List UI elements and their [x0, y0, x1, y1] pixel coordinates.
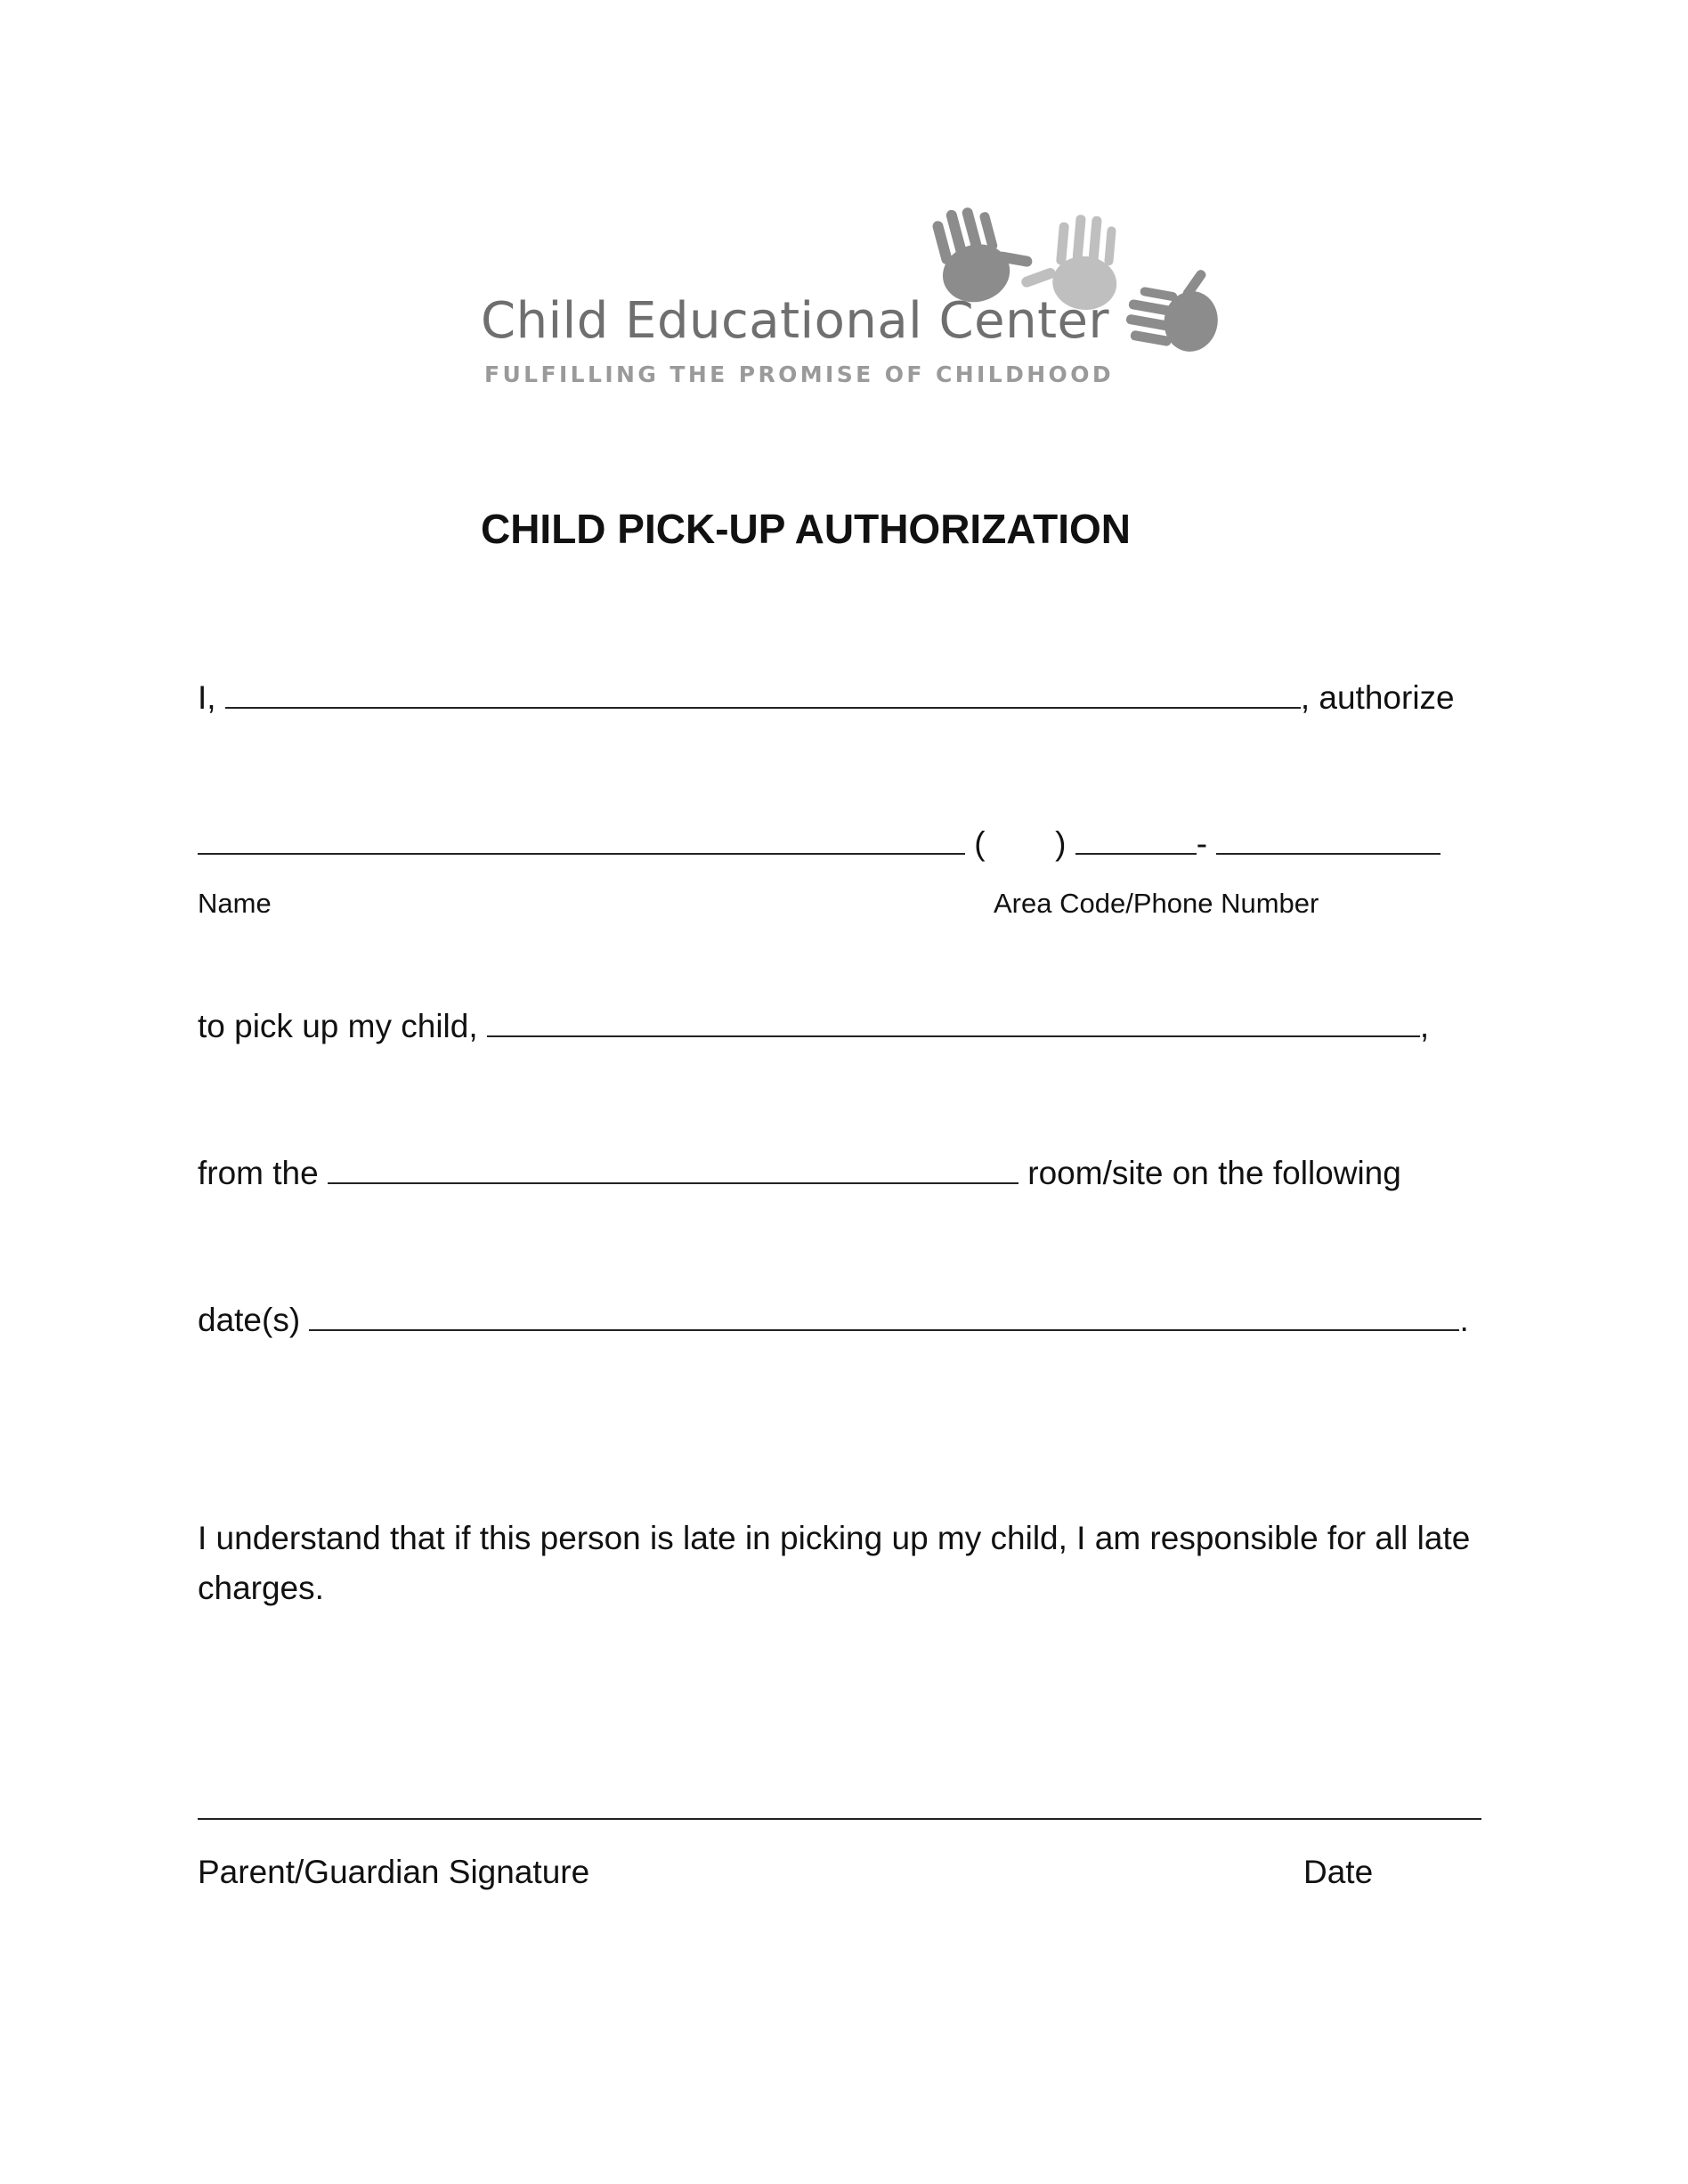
child-name-field[interactable] — [487, 1009, 1420, 1037]
dates-line — [198, 1302, 1469, 1339]
form-title: CHILD PICK-UP AUTHORIZATION — [480, 506, 1131, 552]
signature-label: Parent/Guardian Signature — [198, 1854, 590, 1890]
signature-field[interactable] — [198, 1818, 1481, 1820]
dates-suffix: . — [1459, 1302, 1469, 1338]
child-prefix: to pick up my child, — [198, 1008, 478, 1044]
logo-tagline: FULFILLING THE PROMISE OF CHILDHOOD — [484, 361, 1115, 387]
phone-label: Area Code/Phone Number — [994, 888, 1319, 919]
authorizer-prefix: I, — [198, 679, 216, 716]
late-charges-statement: I understand that if this person is late in picking up my child, I am responsible for all late charges. — [198, 1520, 1471, 1606]
authorizer-name-field[interactable] — [225, 680, 1301, 709]
child-line — [198, 1008, 1429, 1045]
room-site-field[interactable] — [328, 1156, 1018, 1184]
area-code-field[interactable] — [994, 826, 1046, 855]
center-logo — [481, 196, 1211, 387]
authorizer-line — [198, 679, 1455, 717]
name-label: Name — [198, 888, 272, 919]
child-suffix: , — [1419, 1008, 1430, 1044]
phone-number-field[interactable] — [1216, 826, 1440, 855]
room-prefix: from the — [198, 1155, 319, 1191]
pickup-person-line — [198, 825, 1440, 863]
authorizer-suffix: , authorize — [1300, 679, 1455, 716]
room-suffix: room/site on the following — [1027, 1155, 1401, 1191]
dates-prefix: date(s) — [198, 1302, 301, 1338]
room-line — [198, 1155, 1401, 1192]
dates-field[interactable] — [309, 1303, 1459, 1331]
logo-name: Child Educational Center — [481, 292, 1110, 350]
paren-close: ) — [1055, 825, 1067, 862]
paren-open: ( — [974, 825, 986, 862]
pickup-person-name-field[interactable] — [198, 826, 965, 855]
date-label: Date — [1303, 1854, 1374, 1890]
phone-dash: - — [1196, 825, 1208, 862]
phone-prefix-field[interactable] — [1075, 826, 1197, 855]
